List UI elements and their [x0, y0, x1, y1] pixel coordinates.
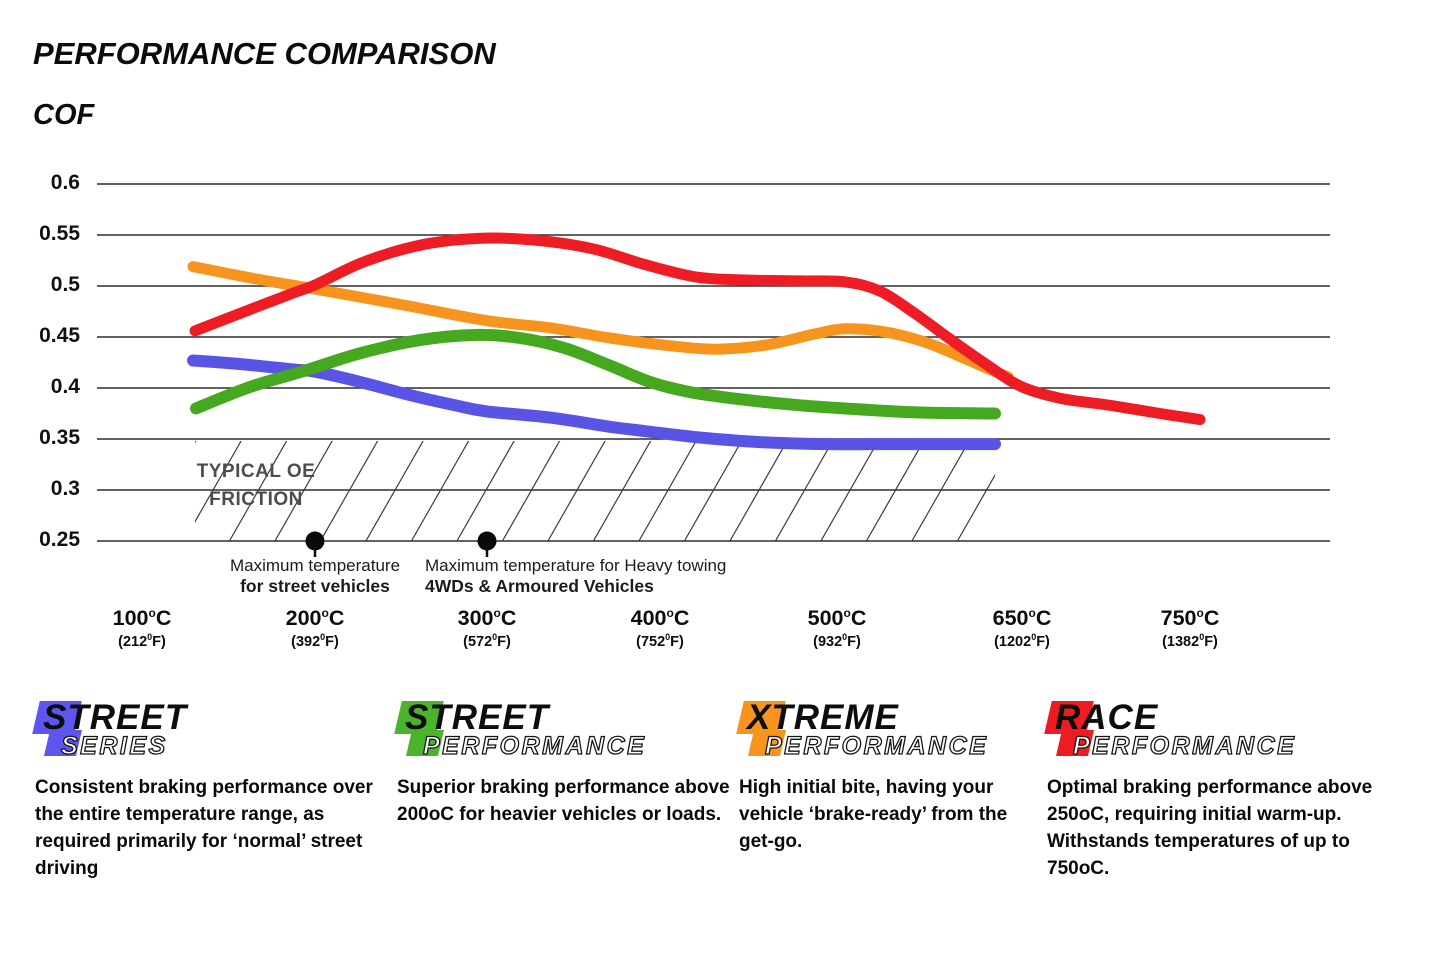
hatch-line [727, 435, 791, 547]
hatch-line [590, 435, 654, 547]
product-description: Superior braking performance above 200oC for heavier vehicles or loads. [397, 777, 730, 825]
x-tick-label-400c [590, 606, 730, 650]
typical-oe-friction-label [192, 458, 320, 514]
x-tick-celsius: 650$^o$C [992, 606, 1052, 631]
x-tick-celsius: 750$^o$C [1160, 606, 1220, 631]
marker-annotation-line2: for street vehicles [240, 576, 390, 596]
y-tick-label: 0.4 [50, 375, 80, 398]
typical-oe-line2: FRICTION [209, 489, 303, 510]
hatch-line [818, 435, 882, 547]
hatch-line [909, 435, 973, 547]
legend-item-street-performance [395, 698, 735, 825]
logo-street-performance [395, 698, 735, 764]
hatch-line [454, 435, 518, 547]
hatch-line [317, 435, 381, 547]
hatch-line [135, 435, 199, 547]
logo-xtreme-performance [737, 698, 1022, 764]
y-tick-label: 0.45 [39, 324, 80, 347]
marker-annotation [425, 556, 755, 596]
x-tick-label-500c [767, 606, 907, 650]
x-tick-celsius: 100$^o$C [112, 606, 172, 631]
x-tick-fahrenheit: $(392^0F)$ [291, 632, 339, 650]
hatch-line [499, 435, 563, 547]
y-tick-label: 0.3 [50, 477, 80, 500]
hatch-line [681, 435, 745, 547]
max-temp-marker [306, 532, 325, 551]
hatch-line [408, 435, 472, 547]
y-tick-label: 0.25 [39, 528, 80, 551]
y-axis-title: COF [33, 99, 95, 131]
logo-word-1: STREET [405, 698, 550, 737]
x-tick-celsius: 400$^o$C [630, 606, 690, 631]
y-tick-label: 0.55 [39, 222, 80, 245]
x-tick-fahrenheit: $(572^0F)$ [463, 632, 511, 650]
marker-annotation-line1: Maximum temperature [229, 556, 401, 575]
typical-oe-line1: TYPICAL OE [196, 461, 316, 482]
product-description: Consistent braking performance over the entire temperature range, as required primarily for ‘normal’ street driving [35, 777, 373, 879]
x-tick-fahrenheit: (1382$^0$F) [1162, 632, 1218, 650]
marker-annotation-line1: Maximum temperature for Heavy towing [425, 556, 727, 575]
x-tick-fahrenheit: $(752^0F)$ [636, 632, 684, 650]
x-tick-label-100c [72, 606, 212, 650]
x-tick-fahrenheit: (1202$^0$F) [994, 632, 1050, 650]
legend-item-xtreme-performance [737, 698, 1022, 852]
y-tick-label: 0.5 [50, 273, 80, 296]
logo-street-series [33, 698, 378, 764]
x-tick-celsius: 500$^o$C [807, 606, 867, 631]
y-tick-label: 0.6 [50, 171, 80, 194]
x-tick-label-200c [245, 606, 385, 650]
page-title: PERFORMANCE COMPARISON [33, 36, 496, 71]
x-tick-label-750c [1120, 606, 1260, 650]
logo-word-2: PERFORMANCE [423, 732, 647, 760]
hatch-line [545, 435, 609, 547]
hatch-line [863, 435, 927, 547]
x-tick-label-650c [952, 606, 1092, 650]
legend-item-race-performance [1045, 698, 1380, 879]
marker-annotation [205, 556, 425, 596]
legend-item-street-series [33, 698, 378, 879]
x-tick-fahrenheit: $(932^0F)$ [813, 632, 861, 650]
logo-race-performance [1045, 698, 1380, 764]
x-tick-celsius: 300$^o$C [457, 606, 517, 631]
marker-annotation-line2: 4WDs & Armoured Vehicles [425, 576, 654, 596]
product-description: High initial bite, having your vehicle ‘brake-ready’ from the get-go. [739, 777, 1008, 852]
max-temp-marker [478, 532, 497, 551]
x-tick-fahrenheit: $(212^0F)$ [118, 632, 166, 650]
y-tick-label: 0.35 [39, 426, 80, 449]
logo-word-1: XTREME [747, 698, 899, 737]
hatch-line [636, 435, 700, 547]
logo-word-2: PERFORMANCE [1073, 732, 1297, 760]
hatch-line [1000, 435, 1064, 547]
product-description: Optimal braking performance above 250oC, requiring initial warm-up. Withstands temperatures of up to 750oC. [1047, 777, 1373, 879]
x-tick-label-300c [417, 606, 557, 650]
logo-word-2: SERIES [61, 732, 168, 760]
hatch-line [954, 435, 1018, 547]
logo-word-1: RACE [1055, 698, 1159, 737]
hatch-line [772, 435, 836, 547]
x-tick-celsius: 200$^o$C [285, 606, 345, 631]
hatch-line [363, 435, 427, 547]
logo-word-2: PERFORMANCE [765, 732, 989, 760]
logo-word-1: STREET [43, 698, 188, 737]
